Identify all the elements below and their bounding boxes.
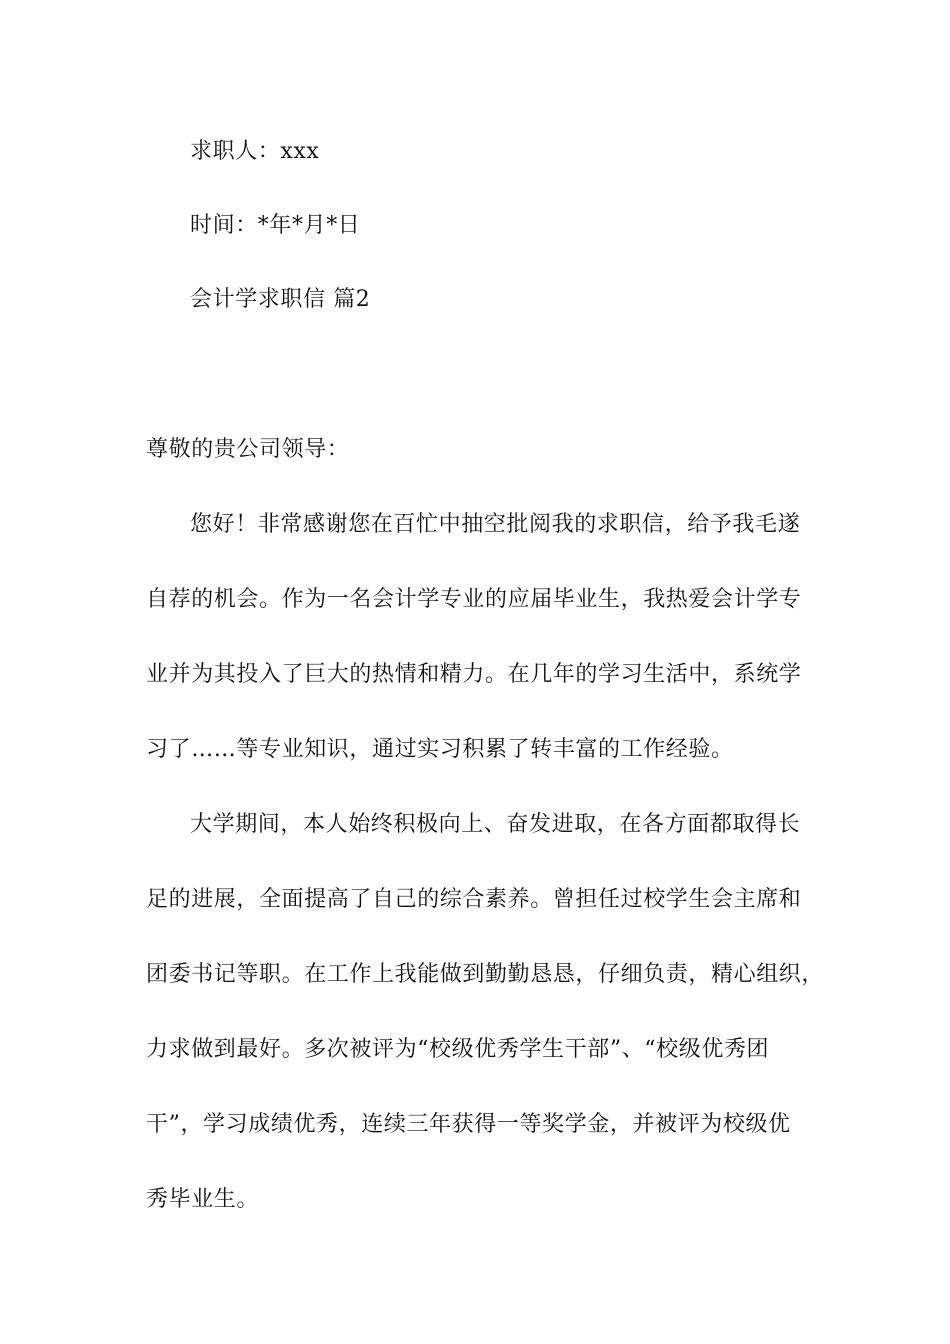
paragraph-line: 足的进展，全面提高了自己的综合素养。曾担任过校学生会主席和 [146, 887, 802, 912]
salutation: 尊敬的贵公司领导： [146, 437, 350, 462]
paragraph-line: 秀毕业生。 [146, 1187, 260, 1212]
paragraph-line: 业并为其投入了巨大的热情和精力。在几年的学习生活中，系统学 [146, 662, 802, 687]
paragraph-line: 您好！非常感谢您在百忙中抽空批阅我的求职信，给予我毛遂 [190, 512, 801, 537]
date-line: 时间：*年*月*日 [190, 213, 361, 238]
paragraph-line: 大学期间，本人始终积极向上、奋发进取，在各方面都取得长 [190, 812, 801, 837]
paragraph-line: 力求做到最好。多次被评为“校级优秀学生干部”、“校级优秀团 [146, 1037, 770, 1062]
paragraph-line: 干”，学习成绩优秀，连续三年获得一等奖学金，并被评为校级优 [146, 1112, 791, 1137]
paragraph-line: 团委书记等职。在工作上我能做到勤勤恳恳，仔细负责，精心组织， [146, 962, 825, 987]
section-heading: 会计学求职信 篇2 [190, 287, 371, 312]
paragraph-line: 自荐的机会。作为一名会计学专业的应届毕业生，我热爱会计学专 [146, 587, 802, 612]
paragraph-line: 习了……等专业知识，通过实习积累了转丰富的工作经验。 [146, 737, 734, 762]
applicant-line: 求职人：xxx [190, 139, 320, 164]
